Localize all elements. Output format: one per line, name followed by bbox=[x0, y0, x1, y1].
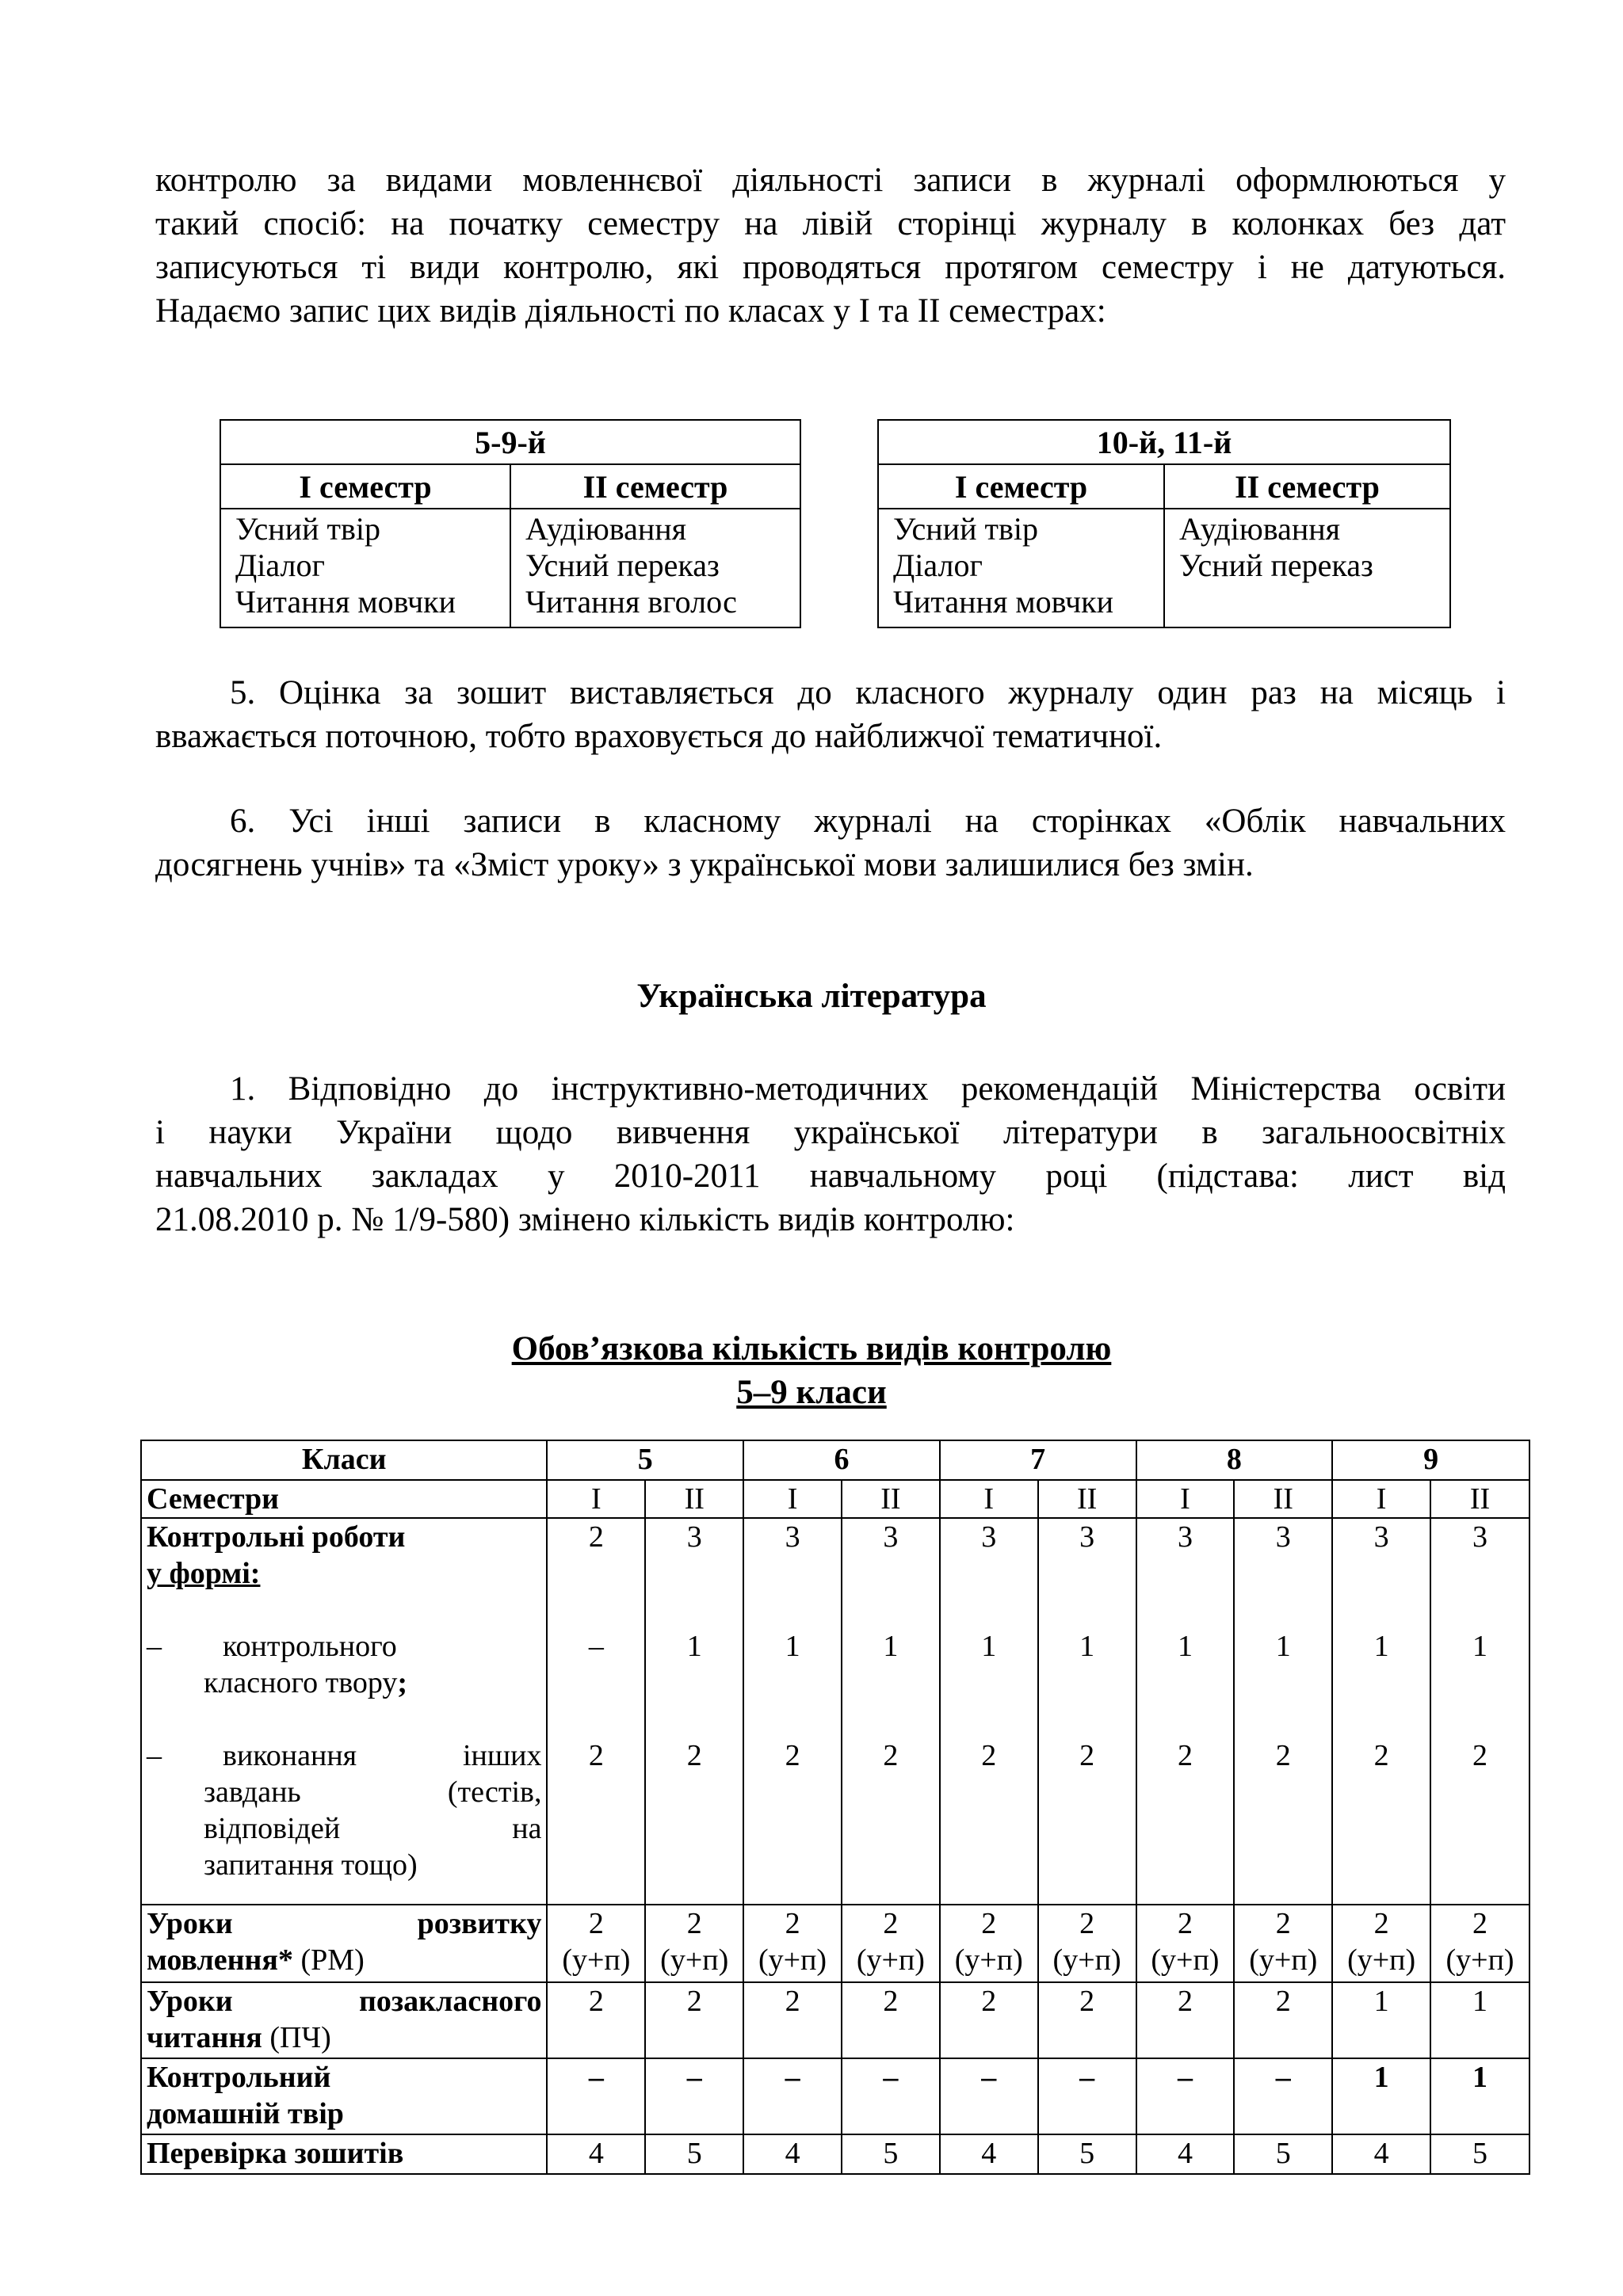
value-cell: 2 (у+п) bbox=[645, 1905, 743, 1982]
control-label-line-2: у формі: bbox=[147, 1557, 261, 1590]
value-cell: 2 bbox=[1038, 1982, 1136, 2058]
other-label-word: (тестів, bbox=[447, 1775, 542, 1809]
value-cell: 2 (у+п) bbox=[1234, 1905, 1332, 1982]
semester-cell: I bbox=[1136, 1480, 1235, 1518]
value-cell: 4 bbox=[1332, 2134, 1430, 2174]
intro-line: такий спосіб: на початку семестру на лівій сторінці журналу в колонках без дат bbox=[155, 205, 1506, 242]
intro-line: Надаємо запис цих видів діяльності по класах у І та ІІ семестрах: bbox=[155, 292, 1106, 330]
list-item: Читання мовчки bbox=[893, 584, 1113, 620]
value-cell: 2 (у+п) bbox=[1430, 1905, 1529, 1982]
sem2-list bbox=[510, 509, 800, 627]
sem1-list bbox=[878, 509, 1164, 627]
class-6-header: 6 bbox=[743, 1440, 940, 1480]
value-cell: 2 bbox=[1234, 1982, 1332, 2058]
other-label-word: відповідей bbox=[204, 1812, 341, 1845]
value-cell: – bbox=[842, 2058, 940, 2134]
value-cell: – bbox=[1136, 2058, 1235, 2134]
row-label-classes: Класи bbox=[141, 1440, 547, 1480]
value-cell: 2 bbox=[743, 1982, 842, 2058]
semester-cell: II bbox=[645, 1480, 743, 1518]
value-cell: 1 bbox=[1430, 2058, 1529, 2134]
class-5-header: 5 bbox=[547, 1440, 743, 1480]
semester-cell: I bbox=[547, 1480, 645, 1518]
value-cell: 2 – 2 bbox=[547, 1518, 645, 1905]
value-cell: 3 1 2 bbox=[1234, 1518, 1332, 1905]
table-title: 5-9-й bbox=[220, 420, 800, 464]
row-label-control-works bbox=[141, 1518, 547, 1905]
table-row bbox=[141, 1982, 1529, 2058]
other-label-line: запитання тощо) bbox=[204, 1848, 418, 1882]
table-row bbox=[141, 1480, 1529, 1518]
para-line: навчальних закладах у 2010-2011 навчальному році (підстава: лист від bbox=[155, 1158, 1506, 1195]
value-cell: – bbox=[547, 2058, 645, 2134]
paragraph-5 bbox=[155, 671, 1506, 758]
value-cell: 2 (у+п) bbox=[842, 1905, 940, 1982]
semester-cell: II bbox=[1234, 1480, 1332, 1518]
value-cell: 2 bbox=[547, 1982, 645, 2058]
section-title: Українська література bbox=[636, 978, 987, 1015]
list-item: Читання вголос bbox=[525, 584, 737, 620]
dash-bullet: – bbox=[147, 1739, 162, 1772]
list-item: Усний переказ bbox=[1179, 547, 1373, 583]
value-cell: 4 bbox=[1136, 2134, 1235, 2174]
para-line: 6. Усі інші записи в класному журналі на сторінках «Облік навчальних bbox=[230, 803, 1506, 840]
class-7-header: 7 bbox=[940, 1440, 1136, 1480]
essay-item bbox=[147, 1628, 541, 1665]
list-item: Аудіювання bbox=[1179, 511, 1341, 547]
dash-bullet: – bbox=[147, 1630, 162, 1663]
class-8-header: 8 bbox=[1136, 1440, 1333, 1480]
value-cell: 2 (у+п) bbox=[547, 1905, 645, 1982]
value-cell: 5 bbox=[842, 2134, 940, 2174]
table-title: 10-й, 11-й bbox=[878, 420, 1450, 464]
table-row bbox=[141, 1440, 1529, 1480]
value-cell: 3 1 2 bbox=[940, 1518, 1038, 1905]
column-header-sem2: ІІ семестр bbox=[510, 464, 800, 509]
value-cell: 2 bbox=[940, 1982, 1038, 2058]
sem1-list bbox=[220, 509, 510, 627]
essay-label-line-2: класного твору bbox=[204, 1666, 398, 1699]
table-grades-10-11 bbox=[877, 419, 1451, 628]
value-cell: 1 bbox=[1430, 1982, 1529, 2058]
value-cell: 2 bbox=[645, 1982, 743, 2058]
column-header-sem1: І семестр bbox=[220, 464, 510, 509]
list-item: Діалог bbox=[235, 547, 325, 583]
para-line: 5. Оцінка за зошит виставляється до класного журналу один раз на місяць і bbox=[230, 674, 1506, 711]
value-cell: – bbox=[645, 2058, 743, 2134]
value-cell: 4 bbox=[940, 2134, 1038, 2174]
essay-label-line-1: контрольного bbox=[223, 1630, 397, 1663]
other-label-word: на bbox=[512, 1812, 542, 1845]
semester-cell: I bbox=[940, 1480, 1038, 1518]
semester-cell: I bbox=[1332, 1480, 1430, 1518]
value-cell: 5 bbox=[1234, 2134, 1332, 2174]
column-header-sem1: І семестр bbox=[878, 464, 1164, 509]
value-cell: 3 1 2 bbox=[1332, 1518, 1430, 1905]
row-label-extracurricular-reading: Уроки позакласного читання (ПЧ) bbox=[141, 1982, 547, 2058]
semester-cell: I bbox=[743, 1480, 842, 1518]
value-cell: – bbox=[1234, 2058, 1332, 2134]
value-cell: 4 bbox=[743, 2134, 842, 2174]
sem2-list bbox=[1164, 509, 1450, 627]
row-label-home-essay: Контрольний домашній твір bbox=[141, 2058, 547, 2134]
value-cell: 2 (у+п) bbox=[743, 1905, 842, 1982]
value-cell: 2 (у+п) bbox=[1038, 1905, 1136, 1982]
table-title-line-2: 5–9 класи bbox=[736, 1374, 887, 1411]
value-cell: 2 (у+п) bbox=[1332, 1905, 1430, 1982]
intro-line: контролю за видами мовленнєвої діяльності записи в журналі оформлюються у bbox=[155, 162, 1506, 199]
value-cell: 3 1 2 bbox=[743, 1518, 842, 1905]
para-line: 21.08.2010 р. № 1/9-580) змінено кількість видів контролю: bbox=[155, 1201, 1015, 1238]
control-label-line-1: Контрольні роботи bbox=[147, 1520, 406, 1554]
other-label-word: інших bbox=[462, 1739, 542, 1772]
value-cell: 1 bbox=[1332, 2058, 1430, 2134]
para-line: і науки України щодо вивчення української літератури в загальноосвітніх bbox=[155, 1114, 1506, 1151]
table-row bbox=[141, 1518, 1529, 1905]
value-cell: – bbox=[940, 2058, 1038, 2134]
class-9-header: 9 bbox=[1332, 1440, 1529, 1480]
other-label-word: виконання bbox=[223, 1739, 357, 1772]
table-grades-5-9 bbox=[220, 419, 801, 628]
para-line: вважається поточною, тобто враховується до найближчої тематичної. bbox=[155, 718, 1163, 755]
value-cell: 2 bbox=[842, 1982, 940, 2058]
row-label-speech-development: Уроки розвитку мовлення* (РМ) bbox=[141, 1905, 547, 1982]
semester-cell: II bbox=[1038, 1480, 1136, 1518]
table-row bbox=[141, 2134, 1529, 2174]
intro-line: записуються ті види контролю, які проводяться протягом семестру і не датуються. bbox=[155, 249, 1506, 286]
value-cell: 3 1 2 bbox=[842, 1518, 940, 1905]
row-label-notebook-check: Перевірка зошитів bbox=[141, 2134, 547, 2174]
value-cell: 3 1 2 bbox=[1136, 1518, 1235, 1905]
other-label-word: завдань bbox=[204, 1775, 301, 1809]
other-tasks-item bbox=[147, 1737, 541, 1774]
value-cell: 5 bbox=[645, 2134, 743, 2174]
intro-paragraph bbox=[155, 158, 1506, 333]
semester-cell: II bbox=[842, 1480, 940, 1518]
list-item: Усний переказ bbox=[525, 547, 720, 583]
value-cell: 2 bbox=[1136, 1982, 1235, 2058]
value-cell: 5 bbox=[1430, 2134, 1529, 2174]
paragraph-1 bbox=[155, 1067, 1506, 1241]
value-cell: 5 bbox=[1038, 2134, 1136, 2174]
value-cell: – bbox=[743, 2058, 842, 2134]
table-title-line-1: Обов’язкова кількість видів контролю bbox=[511, 1330, 1112, 1367]
control-types-table bbox=[140, 1440, 1530, 2175]
semester-cell: II bbox=[1430, 1480, 1529, 1518]
value-cell: 2 (у+п) bbox=[940, 1905, 1038, 1982]
list-item: Усний твір bbox=[235, 511, 380, 547]
list-item: Читання мовчки bbox=[235, 584, 456, 620]
value-cell: 3 1 2 bbox=[1430, 1518, 1529, 1905]
para-line: досягнень учнів» та «Зміст уроку» з української мови залишилися без змін. bbox=[155, 846, 1254, 883]
row-label-semesters: Семестри bbox=[141, 1480, 547, 1518]
value-cell: 2 (у+п) bbox=[1136, 1905, 1235, 1982]
value-cell: 4 bbox=[547, 2134, 645, 2174]
value-cell: 3 1 2 bbox=[645, 1518, 743, 1905]
list-item: Діалог bbox=[893, 547, 983, 583]
value-cell: – bbox=[1038, 2058, 1136, 2134]
essay-semicolon: ; bbox=[397, 1666, 408, 1699]
para-line: 1. Відповідно до інструктивно-методичних рекомендацій Міністерства освіти bbox=[230, 1070, 1506, 1108]
list-item: Усний твір bbox=[893, 511, 1038, 547]
table-row bbox=[141, 2058, 1529, 2134]
paragraph-6 bbox=[155, 799, 1506, 887]
list-item: Аудіювання bbox=[525, 511, 687, 547]
column-header-sem2: ІІ семестр bbox=[1164, 464, 1450, 509]
value-cell: 3 1 2 bbox=[1038, 1518, 1136, 1905]
value-cell: 1 bbox=[1332, 1982, 1430, 2058]
table-row bbox=[141, 1905, 1529, 1982]
